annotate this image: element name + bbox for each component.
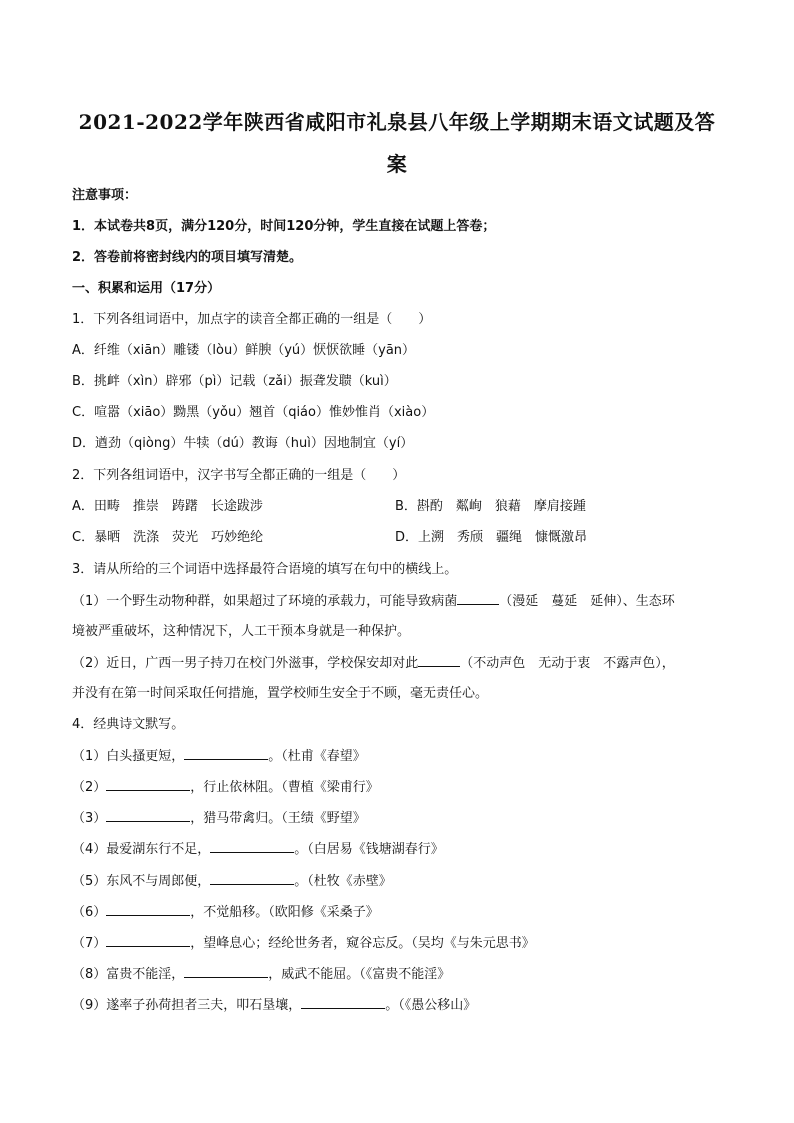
item-suffix: ，不觉船移。（欧阳修《采桑子》 bbox=[190, 905, 379, 920]
question-4-item-1 bbox=[72, 747, 366, 766]
answer-blank[interactable] bbox=[184, 747, 268, 760]
question-3-stem: 3．请从所给的三个词语中选择最符合语境的填写在句中的横线上。 bbox=[72, 562, 458, 577]
question-4-item-5 bbox=[72, 872, 392, 891]
sentence-2-prefix: （2）近日，广西一男子持刀在校门外滋事，学校保安却对此 bbox=[72, 656, 419, 671]
question-4-item-4 bbox=[72, 840, 444, 859]
answer-blank[interactable] bbox=[210, 840, 294, 853]
question-3-sentence-2-cont: 并没有在第一时间采取任何措施，置学校师生安全于不顾，毫无责任心。 bbox=[72, 686, 489, 701]
question-1-option-d: D．遒劲（qiòng）牛犊（dú）教诲（huì）因地制宜（yí） bbox=[72, 436, 414, 451]
sentence-1-prefix: （1）一个野生动物种群，如果超过了环境的承载力，可能导致病菌 bbox=[72, 594, 458, 609]
question-1-option-a: A．纤维（xiān）雕镂（lòu）鲜腴（yú）恹恹欲睡（yān） bbox=[72, 343, 416, 358]
question-2-option-a: A．田畴 推崇 踌躇 长途跋涉 bbox=[72, 499, 263, 514]
item-suffix: 。（白居易《钱塘湖春行》 bbox=[294, 842, 444, 857]
answer-blank[interactable] bbox=[457, 592, 499, 605]
answer-blank[interactable] bbox=[106, 934, 190, 947]
question-4-item-6 bbox=[72, 903, 379, 922]
question-4-item-8 bbox=[72, 965, 450, 984]
answer-blank[interactable] bbox=[106, 778, 190, 791]
question-1-option-c: C．喧嚣（xiāo）黝黑（yǒu）翘首（qiáo）惟妙惟肖（xiào） bbox=[72, 405, 435, 420]
item-prefix: （7） bbox=[72, 936, 107, 951]
question-1-option-b: B．挑衅（xìn）辟邪（pì）记载（zǎi）振聋发聩（kuì） bbox=[72, 374, 397, 389]
item-suffix: ，猎马带禽归。（王绩《野望》 bbox=[190, 811, 366, 826]
answer-blank[interactable] bbox=[106, 903, 190, 916]
question-3-sentence-2 bbox=[72, 654, 675, 673]
question-2-option-b: B．斟酌 粼峋 狼藉 摩肩接踵 bbox=[395, 499, 586, 514]
item-suffix: 。（杜牧《赤壁》 bbox=[294, 874, 392, 889]
sentence-1-choices: （漫延 蔓延 延伸）、生态环 bbox=[499, 594, 675, 609]
section-heading: 一、积累和运用（17分） bbox=[72, 281, 221, 296]
question-2-option-d: D．上溯 秀颀 疆绳 慷慨激昂 bbox=[395, 530, 588, 545]
question-4-item-2 bbox=[72, 778, 379, 797]
question-3-sentence-1 bbox=[72, 592, 675, 611]
question-4-item-3 bbox=[72, 809, 366, 828]
notice-item-2: 2．答卷前将密封线内的项目填写清楚。 bbox=[72, 250, 303, 265]
question-4-item-7 bbox=[72, 934, 535, 953]
item-prefix: （8）富贵不能淫， bbox=[72, 967, 185, 982]
item-prefix: （3） bbox=[72, 811, 107, 826]
question-3-sentence-1-cont: 境被严重破坏，这种情况下，人工干预本身就是一种保护。 bbox=[72, 624, 411, 639]
page-title-line-1: 2021-2022学年陕西省咸阳市礼泉县八年级上学期期末语文试题及答 bbox=[78, 110, 716, 134]
sentence-2-choices: （不动声色 无动于衷 不露声色）， bbox=[460, 656, 675, 671]
item-suffix: ，威武不能屈。（《富贵不能淫》 bbox=[268, 967, 451, 982]
answer-blank[interactable] bbox=[301, 996, 385, 1009]
item-prefix: （9）遂率子孙荷担者三夫，叩石垦壤， bbox=[72, 998, 302, 1013]
item-suffix: 。（杜甫《春望》 bbox=[268, 749, 366, 764]
item-suffix: ，行止依林阻。（曹植《梁甫行》 bbox=[190, 780, 379, 795]
item-prefix: （2） bbox=[72, 780, 107, 795]
answer-blank[interactable] bbox=[418, 654, 460, 667]
item-suffix: 。（《愚公移山》 bbox=[385, 998, 477, 1013]
answer-blank[interactable] bbox=[184, 965, 268, 978]
notice-heading: 注意事项： bbox=[72, 188, 138, 203]
answer-blank[interactable] bbox=[106, 809, 190, 822]
question-4-stem: 4．经典诗文默写。 bbox=[72, 717, 185, 732]
question-1-stem: 1．下列各组词语中，加点字的读音全都正确的一组是（ ） bbox=[72, 312, 432, 327]
item-prefix: （4）最爱湖东行不足， bbox=[72, 842, 211, 857]
page-title-line-2: 案 bbox=[386, 152, 408, 176]
question-4-item-9 bbox=[72, 996, 476, 1015]
notice-item-1: 1．本试卷共8页，满分120分，时间120分钟，学生直接在试题上答卷； bbox=[72, 219, 496, 234]
item-prefix: （6） bbox=[72, 905, 107, 920]
question-2-option-c: C．暴晒 洗涤 荧光 巧妙绝纶 bbox=[72, 530, 264, 545]
answer-blank[interactable] bbox=[210, 872, 294, 885]
item-prefix: （5）东风不与周郎便， bbox=[72, 874, 211, 889]
question-2-stem: 2．下列各组词语中，汉字书写全都正确的一组是（ ） bbox=[72, 468, 406, 483]
item-prefix: （1）白头搔更短， bbox=[72, 749, 185, 764]
item-suffix: ，望峰息心；经纶世务者，窥谷忘反。（吴均《与朱元思书》 bbox=[190, 936, 535, 951]
